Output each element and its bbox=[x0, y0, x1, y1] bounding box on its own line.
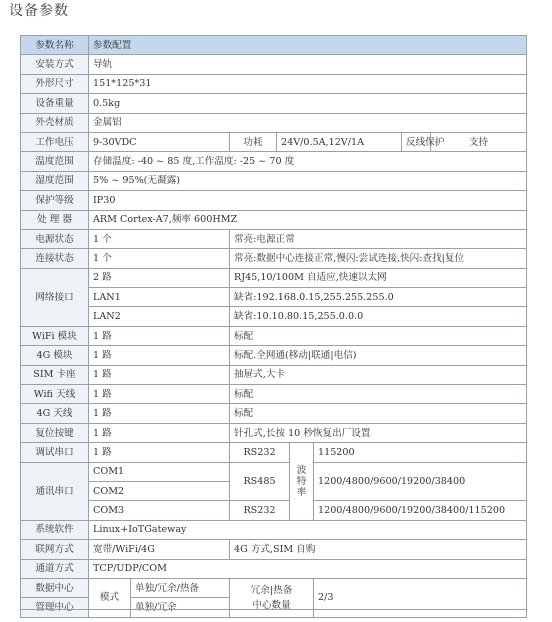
table-row bbox=[21, 171, 527, 190]
reset-count: 1 路 bbox=[89, 423, 230, 442]
center-count-value: 2/3 bbox=[314, 578, 527, 617]
center-count-label-1: 冗余|热备 bbox=[250, 584, 293, 596]
table-row bbox=[21, 74, 527, 93]
wifi-antenna-desc: 标配 bbox=[230, 385, 527, 404]
protection-label: 保护等级 bbox=[21, 191, 89, 210]
table-row bbox=[21, 152, 527, 171]
table-row bbox=[21, 94, 527, 113]
power-status-desc: 常亮:电源正常 bbox=[230, 229, 527, 248]
table-row bbox=[21, 423, 527, 442]
reset-label: 复位按键 bbox=[21, 423, 89, 442]
sim-count: 1 路 bbox=[89, 365, 230, 384]
rs232-baud: 1200/4800/9600/19200/38400/115200 bbox=[314, 501, 527, 520]
debug-type: RS232 bbox=[230, 443, 290, 462]
table-row bbox=[21, 307, 527, 326]
network-count: 2 路 bbox=[89, 268, 230, 287]
module-4g-label: 4G 模块 bbox=[21, 346, 89, 365]
com2-name: COM2 bbox=[89, 481, 230, 500]
table-row bbox=[21, 559, 527, 578]
header-config: 参数配置 bbox=[89, 36, 527, 55]
antenna-4g-count: 1 路 bbox=[89, 404, 230, 423]
temperature-label: 温度范围 bbox=[21, 152, 89, 171]
com1-name: COM1 bbox=[89, 462, 230, 481]
table-row bbox=[21, 326, 527, 345]
lan2-name: LAN2 bbox=[89, 307, 230, 326]
table-row bbox=[21, 268, 527, 287]
voltage-label: 工作电压 bbox=[21, 132, 89, 151]
conn-status-label: 连接状态 bbox=[21, 249, 89, 268]
processor-value: ARM Cortex-A7,频率 600HMZ bbox=[89, 210, 527, 229]
lan2-desc: 缺省:10.10.80.15,255.0.0.0 bbox=[230, 307, 527, 326]
data-center-mode: 单独/冗余/热备 bbox=[131, 578, 230, 597]
weight-label: 设备重量 bbox=[21, 94, 89, 113]
table-row bbox=[21, 501, 527, 520]
install-label: 安装方式 bbox=[21, 55, 89, 74]
power-status-count: 1 个 bbox=[89, 229, 230, 248]
channel-value: TCP/UDP/COM bbox=[89, 559, 527, 578]
table-row bbox=[21, 578, 527, 597]
table-row bbox=[21, 191, 527, 210]
conn-status-desc: 常亮:数据中心连接正常,慢闪:尝试连接,快闪:查找|复位 bbox=[230, 249, 527, 268]
header-name: 参数名称 bbox=[21, 36, 89, 55]
center-count-label-2: 中心数量 bbox=[252, 599, 291, 611]
humidity-label: 湿度范围 bbox=[21, 171, 89, 190]
software-label: 系统软件 bbox=[21, 520, 89, 539]
table-row bbox=[21, 55, 527, 74]
data-center-label: 数据中心 bbox=[21, 578, 89, 597]
com3-name: COM3 bbox=[89, 501, 230, 520]
baud-char-1: 波 bbox=[296, 464, 307, 476]
debug-baud: 115200 bbox=[314, 443, 527, 462]
reset-desc: 针孔式,长按 10 秒恢复出厂设置 bbox=[230, 423, 527, 442]
wifi-module-count: 1 路 bbox=[89, 326, 230, 345]
mgmt-center-label: 管理中心 bbox=[21, 598, 89, 617]
software-value: Linux+IoTGateway bbox=[89, 520, 527, 539]
network-mode-desc: 4G 方式,SIM 自购 bbox=[230, 540, 527, 559]
channel-label: 通道方式 bbox=[21, 559, 89, 578]
baud-char-2: 特 bbox=[296, 475, 307, 487]
reverse-value: 支持 bbox=[431, 132, 527, 151]
processor-label: 处 理 器 bbox=[21, 210, 89, 229]
reverse-label: 反线保护 bbox=[402, 132, 431, 151]
table-row bbox=[21, 288, 527, 307]
table-row bbox=[21, 113, 527, 132]
baud-char-3: 率 bbox=[296, 486, 307, 498]
table-row bbox=[21, 520, 527, 539]
lan1-desc: 缺省:192.168.0.15,255.255.255.0 bbox=[230, 288, 527, 307]
rs232-type: RS232 bbox=[230, 501, 290, 520]
module-4g-count: 1 路 bbox=[89, 346, 230, 365]
bottom-rule bbox=[20, 609, 526, 610]
table-row bbox=[21, 540, 527, 559]
protection-value: IP30 bbox=[89, 191, 527, 210]
table-row bbox=[21, 462, 527, 481]
voltage-value: 9-30VDC bbox=[89, 132, 230, 151]
center-mode-label: 模式 bbox=[89, 578, 131, 617]
size-label: 外形尺寸 bbox=[21, 74, 89, 93]
table-row bbox=[21, 443, 527, 462]
power-label: 功耗 bbox=[230, 132, 277, 151]
center-count-label bbox=[230, 578, 314, 617]
shell-value: 金属铝 bbox=[89, 113, 527, 132]
size-value: 151*125*31 bbox=[89, 74, 527, 93]
rs485-baud: 1200/4800/9600/19200/38400 bbox=[314, 462, 527, 501]
shell-label: 外壳材质 bbox=[21, 113, 89, 132]
sim-label: SIM 卡座 bbox=[21, 365, 89, 384]
lan1-name: LAN1 bbox=[89, 288, 230, 307]
wifi-module-desc: 标配 bbox=[230, 326, 527, 345]
wifi-antenna-count: 1 路 bbox=[89, 385, 230, 404]
mgmt-center-mode: 单独/冗余 bbox=[131, 598, 230, 617]
network-desc: RJ45,10/100M 自适应,快速以太网 bbox=[230, 268, 527, 287]
comm-label: 通讯串口 bbox=[21, 462, 89, 520]
table-row bbox=[21, 404, 527, 423]
debug-label: 调试串口 bbox=[21, 443, 89, 462]
network-label: 网络接口 bbox=[21, 268, 89, 326]
wifi-module-label: WiFi 模块 bbox=[21, 326, 89, 345]
module-4g-desc: 标配.全网通(移动|联通|电信) bbox=[230, 346, 527, 365]
rs485-type: RS485 bbox=[230, 462, 290, 501]
wifi-antenna-label: Wifi 天线 bbox=[21, 385, 89, 404]
weight-value: 0.5kg bbox=[89, 94, 527, 113]
table-row bbox=[21, 365, 527, 384]
power-value: 24V/0.5A,12V/1A bbox=[277, 132, 402, 151]
antenna-4g-label: 4G 天线 bbox=[21, 404, 89, 423]
table-row bbox=[21, 132, 527, 151]
network-mode-label: 联网方式 bbox=[21, 540, 89, 559]
install-value: 导轨 bbox=[89, 55, 527, 74]
sim-desc: 抽屉式,大卡 bbox=[230, 365, 527, 384]
baud-rate-label bbox=[290, 443, 314, 521]
table-row bbox=[21, 385, 527, 404]
page-title: 设备参数 bbox=[9, 3, 69, 19]
spec-table bbox=[20, 35, 527, 618]
network-mode-value: 宽带/WiFi/4G bbox=[89, 540, 230, 559]
conn-status-count: 1 个 bbox=[89, 249, 230, 268]
antenna-4g-desc: 标配 bbox=[230, 404, 527, 423]
temperature-value: 存储温度: -40 ~ 85 度,工作温度: -25 ~ 70 度 bbox=[89, 152, 527, 171]
humidity-value: 5% ~ 95%(无凝露) bbox=[89, 171, 527, 190]
table-header-row bbox=[21, 36, 527, 55]
table-row bbox=[21, 346, 527, 365]
power-status-label: 电源状态 bbox=[21, 229, 89, 248]
table-row bbox=[21, 249, 527, 268]
table-row bbox=[21, 229, 527, 248]
debug-count: 1 路 bbox=[89, 443, 230, 462]
table-row bbox=[21, 210, 527, 229]
